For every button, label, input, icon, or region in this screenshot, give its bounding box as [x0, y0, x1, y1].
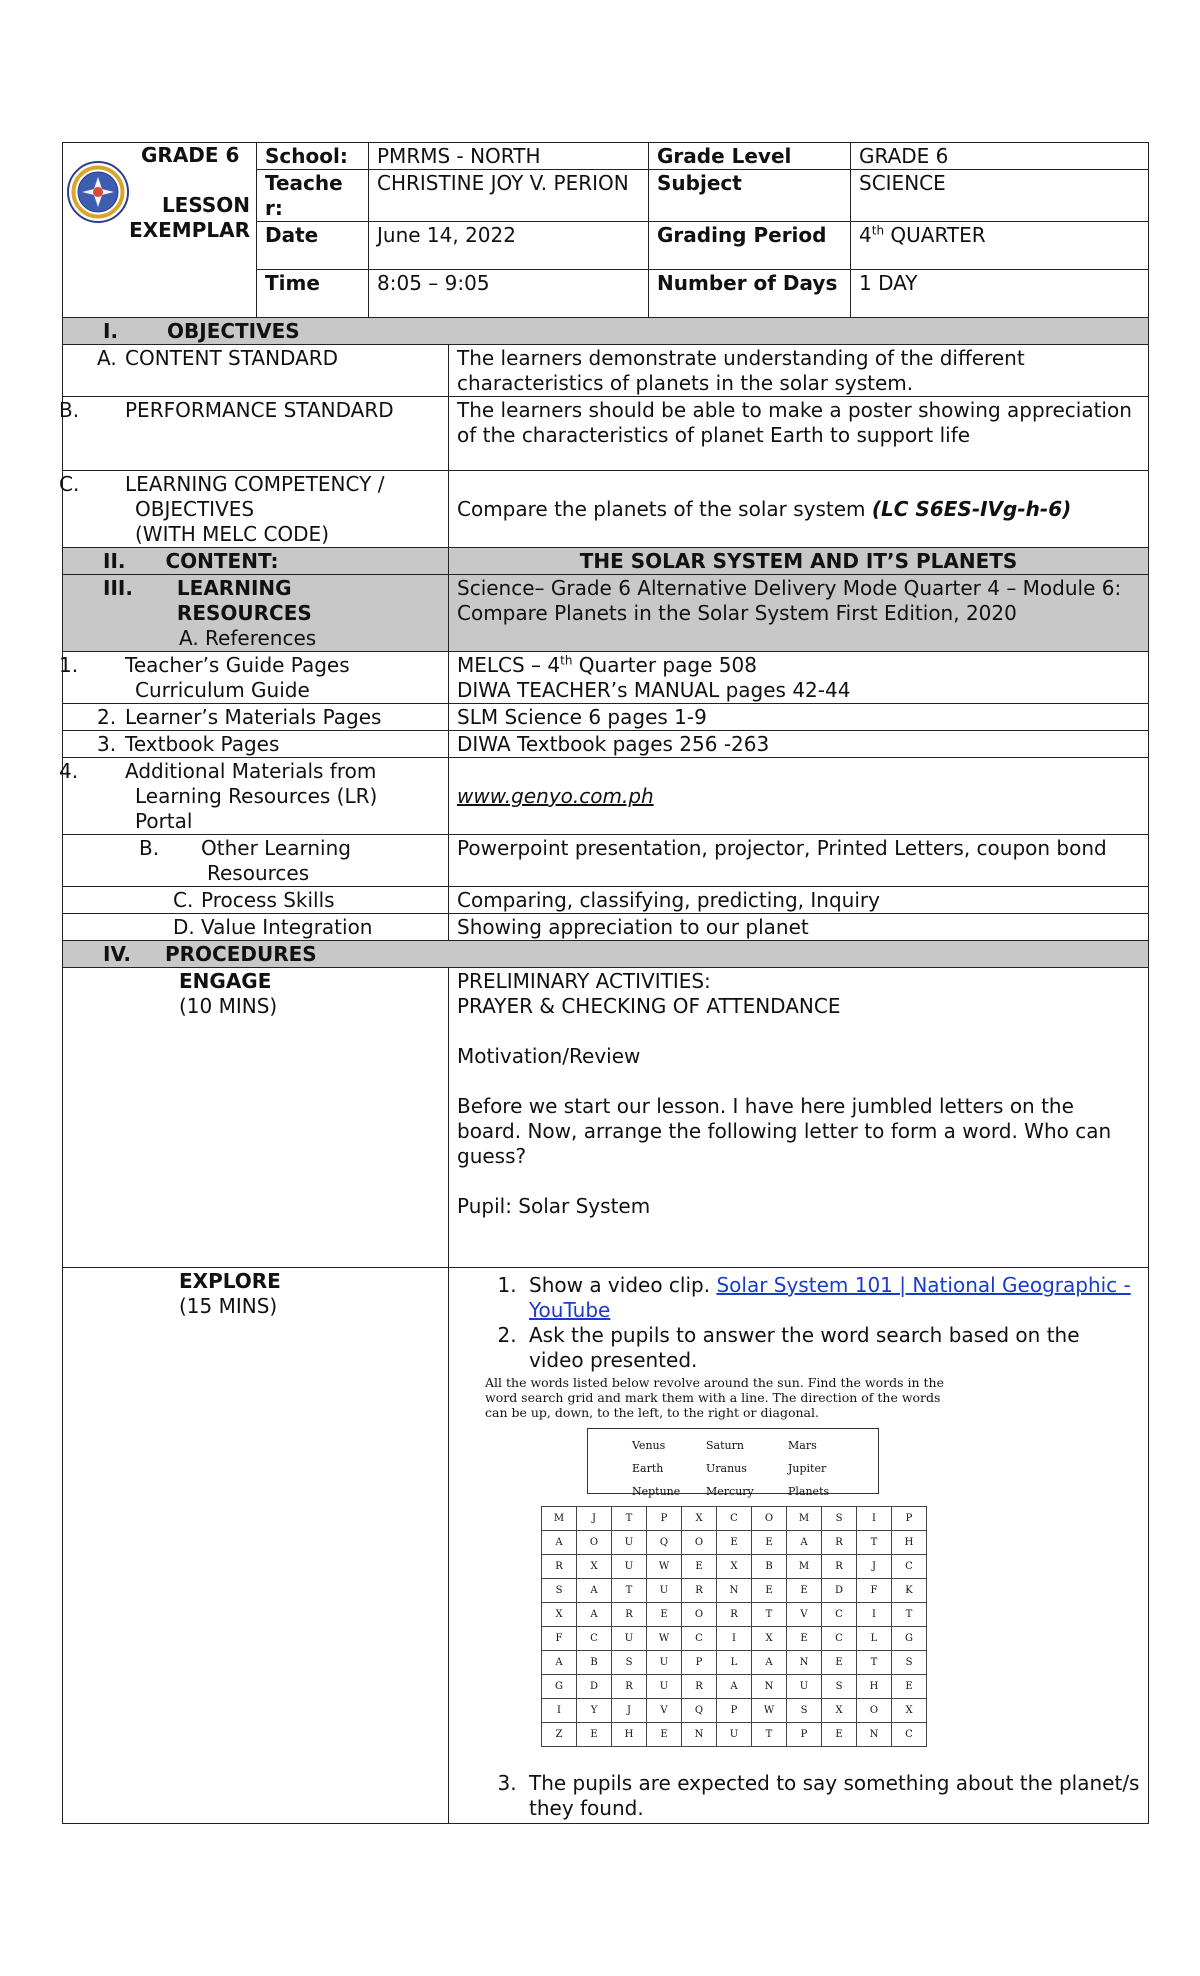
word-search-cell[interactable]: L: [857, 1627, 892, 1651]
video-link[interactable]: Solar System 101 | National Geographic - YouTube: [529, 1273, 1131, 1322]
word-search-cell[interactable]: W: [752, 1699, 787, 1723]
word-search-cell[interactable]: E: [752, 1579, 787, 1603]
word-search-cell[interactable]: X: [717, 1555, 752, 1579]
additional-materials-title: 4. Additional Materials from Learning Resources (LR) Portal: [63, 758, 449, 835]
word-search-cell[interactable]: R: [822, 1555, 857, 1579]
word-search-cell[interactable]: E: [822, 1651, 857, 1675]
word-search-cell[interactable]: G: [542, 1675, 577, 1699]
procedures-title: PROCEDURES: [164, 942, 317, 966]
word-search-cell[interactable]: V: [647, 1699, 682, 1723]
word-search-cell[interactable]: J: [612, 1699, 647, 1723]
word-search-cell[interactable]: E: [822, 1723, 857, 1747]
time-value: 8:05 – 9:05: [369, 270, 649, 318]
word-search-cell[interactable]: R: [682, 1579, 717, 1603]
date-value: June 14, 2022: [369, 222, 649, 270]
word-search-cell[interactable]: M: [787, 1555, 822, 1579]
word-search-cell[interactable]: E: [717, 1531, 752, 1555]
word-search-cell[interactable]: N: [857, 1723, 892, 1747]
word-search-cell[interactable]: O: [682, 1603, 717, 1627]
school-value: PMRMS - NORTH: [369, 143, 649, 170]
explore-title-cell: [63, 1268, 449, 1824]
word-search-cell[interactable]: E: [892, 1675, 927, 1699]
word-search-cell[interactable]: Z: [542, 1723, 577, 1747]
title-grade: GRADE 6: [141, 143, 240, 167]
subject-label: Subject: [657, 171, 742, 195]
word-search-cell[interactable]: S: [612, 1651, 647, 1675]
word-search-cell[interactable]: C: [682, 1627, 717, 1651]
word-search-instructions: All the words listed below revolve around the sun. Find the words in the word search grid and mark them with a line. The direction of the words can be up, down, to the left, to the right or diagonal.: [485, 1375, 944, 1420]
explore-steps: [457, 1273, 1140, 1373]
content-standard-title: A. CONTENT STANDARD: [63, 345, 449, 397]
word-search-row: [542, 1651, 927, 1675]
references-title: References: [205, 626, 317, 650]
word-search-cell[interactable]: O: [577, 1531, 612, 1555]
word-search-cell[interactable]: C: [822, 1603, 857, 1627]
word-search-cell[interactable]: O: [752, 1507, 787, 1531]
word-search-cell[interactable]: E: [682, 1555, 717, 1579]
content-standard-text: The learners demonstrate understanding of the different characteristics of planets in the solar system.: [449, 345, 1149, 397]
word-search-cell[interactable]: H: [892, 1531, 927, 1555]
word-search-cell[interactable]: D: [822, 1579, 857, 1603]
textbook-pages-value: DIWA Textbook pages 256 -263: [449, 731, 1149, 758]
word-search-cell[interactable]: P: [682, 1651, 717, 1675]
word-search-cell[interactable]: W: [647, 1555, 682, 1579]
word-search-cell[interactable]: S: [822, 1507, 857, 1531]
word-search-row: [542, 1579, 927, 1603]
school-label: School:: [265, 144, 348, 168]
genyo-link[interactable]: www.genyo.com.ph: [457, 784, 654, 808]
word-search-row: [542, 1507, 927, 1531]
word-search-cell[interactable]: C: [822, 1627, 857, 1651]
word-search-cell[interactable]: B: [577, 1651, 612, 1675]
word-search-cell[interactable]: P: [647, 1507, 682, 1531]
grading-period-label: Grading Period: [657, 223, 827, 247]
word-search-cell[interactable]: D: [577, 1675, 612, 1699]
word-search-cell[interactable]: R: [822, 1531, 857, 1555]
word-search-cell[interactable]: A: [577, 1579, 612, 1603]
explore-content: [449, 1268, 1149, 1824]
teachers-guide-value: MELCS – 4th Quarter page 508 DIWA TEACHER’s MANUAL pages 42-44: [449, 652, 1149, 704]
days-label: Number of Days: [657, 271, 838, 295]
other-resources-value: Powerpoint presentation, projector, Printed Letters, coupon bond: [449, 835, 1149, 887]
word-search-cell[interactable]: U: [647, 1579, 682, 1603]
word-search-cell[interactable]: J: [857, 1555, 892, 1579]
explore-title: EXPLORE: [179, 1269, 281, 1293]
learning-resources-title: III. LEARNING RESOURCES A. References: [63, 575, 449, 652]
engage-title-cell: [63, 968, 449, 1268]
objectives-title: OBJECTIVES: [167, 319, 300, 343]
word-search-cell[interactable]: X: [892, 1699, 927, 1723]
word-search-cell[interactable]: Y: [577, 1699, 612, 1723]
grade-level-label: Grade Level: [657, 144, 792, 168]
word-search-cell[interactable]: R: [612, 1675, 647, 1699]
word-search-cell[interactable]: L: [717, 1651, 752, 1675]
word-search-cell[interactable]: N: [682, 1723, 717, 1747]
explore-time: (15 MINS): [179, 1294, 278, 1318]
word-search-cell[interactable]: Q: [682, 1699, 717, 1723]
word-search-row: [542, 1699, 927, 1723]
word-search-cell[interactable]: E: [787, 1627, 822, 1651]
word-search-cell[interactable]: G: [892, 1627, 927, 1651]
word-search-cell[interactable]: U: [612, 1531, 647, 1555]
word-search-row: [542, 1555, 927, 1579]
word-search-row: [542, 1723, 927, 1747]
word-search-cell[interactable]: I: [857, 1603, 892, 1627]
word-search-cell[interactable]: T: [612, 1507, 647, 1531]
word-search-cell[interactable]: H: [612, 1723, 647, 1747]
engage-content: PRELIMINARY ACTIVITIES: PRAYER & CHECKING OF ATTENDANCE Motivation/Review Before we start our lesson. I have here jumbled letters on the board. Now, arrange the following letter to form a word. Who can guess? Pupil: Solar System: [449, 968, 1149, 1268]
learning-competency-text: Compare the planets of the solar system (LC S6ES-IVg-h-6): [449, 471, 1149, 548]
word-search-cell[interactable]: R: [612, 1603, 647, 1627]
teacher-label: Teacher:: [265, 171, 343, 220]
other-resources-title: B. Other Learning Resources: [63, 835, 449, 887]
teachers-guide-title: 1. Teacher’s Guide Pages Curriculum Guide: [63, 652, 449, 704]
word-search-row: [542, 1675, 927, 1699]
process-skills-value: Comparing, classifying, predicting, Inquiry: [449, 887, 1149, 914]
word-search-cell[interactable]: T: [857, 1651, 892, 1675]
lesson-table: [59, 142, 1149, 1824]
objectives-heading-row: I. OBJECTIVES: [63, 318, 1149, 345]
word-search-cell[interactable]: I: [857, 1507, 892, 1531]
word-search-cell[interactable]: B: [752, 1555, 787, 1579]
word-search-cell[interactable]: X: [577, 1555, 612, 1579]
word-search-cell[interactable]: E: [577, 1723, 612, 1747]
word-search-row: [542, 1603, 927, 1627]
word-search-cell[interactable]: C: [892, 1555, 927, 1579]
word-search-cell[interactable]: P: [787, 1723, 822, 1747]
word-search-cell[interactable]: U: [647, 1651, 682, 1675]
engage-time: (10 MINS): [179, 994, 278, 1018]
days-value: 1 DAY: [851, 270, 1149, 318]
performance-standard-title: B. PERFORMANCE STANDARD: [63, 397, 449, 471]
word-search-cell[interactable]: M: [542, 1507, 577, 1531]
word-search-cell[interactable]: R: [717, 1603, 752, 1627]
title-lesson-exemplar: [129, 193, 250, 243]
word-search-cell[interactable]: U: [717, 1723, 752, 1747]
word-search-cell[interactable]: U: [612, 1555, 647, 1579]
word-search-cell[interactable]: C: [717, 1507, 752, 1531]
word-search-cell[interactable]: O: [857, 1699, 892, 1723]
word-search-cell[interactable]: P: [717, 1699, 752, 1723]
word-search-cell[interactable]: O: [682, 1531, 717, 1555]
word-search-cell[interactable]: J: [577, 1507, 612, 1531]
explore-step-2: 2. Ask the pupils to answer the word search based on the video presented.: [523, 1323, 1140, 1373]
word-search-cell[interactable]: X: [822, 1699, 857, 1723]
engage-title: ENGAGE: [179, 969, 272, 993]
word-search-cell[interactable]: P: [892, 1507, 927, 1531]
word-search-cell[interactable]: I: [542, 1699, 577, 1723]
content-row: II. CONTENT: THE SOLAR SYSTEM AND IT’S PLANETS: [63, 548, 1149, 575]
date-label: Date: [265, 223, 319, 247]
word-search-cell[interactable]: K: [892, 1579, 927, 1603]
word-search-cell[interactable]: R: [682, 1675, 717, 1699]
word-search-cell[interactable]: E: [787, 1579, 822, 1603]
learners-materials-value: SLM Science 6 pages 1-9: [449, 704, 1149, 731]
word-search-cell[interactable]: N: [717, 1579, 752, 1603]
word-search-grid: [541, 1506, 927, 1747]
content-title: CONTENT:: [165, 549, 279, 573]
title-block: [63, 143, 257, 318]
word-search-cell[interactable]: N: [752, 1675, 787, 1699]
word-search-cell[interactable]: H: [857, 1675, 892, 1699]
word-search-cell[interactable]: T: [752, 1723, 787, 1747]
deped-seal-icon: [67, 161, 129, 223]
word-search-cell[interactable]: I: [717, 1627, 752, 1651]
word-list-box: Venus Saturn Mars Earth Uranus Jupiter Neptune Mercury Planets: [587, 1428, 879, 1494]
subject-value: SCIENCE: [851, 170, 1149, 222]
word-search-cell[interactable]: A: [542, 1651, 577, 1675]
word-search-cell[interactable]: S: [787, 1699, 822, 1723]
word-search-cell[interactable]: U: [647, 1675, 682, 1699]
word-search-cell[interactable]: T: [857, 1531, 892, 1555]
grading-period-value: 4th QUARTER: [851, 222, 1149, 270]
word-search-cell[interactable]: A: [787, 1531, 822, 1555]
explore-step-1: 1. Show a video clip. Solar System 101 | National Geographic - YouTube: [523, 1273, 1140, 1323]
word-search-cell[interactable]: F: [542, 1627, 577, 1651]
lesson-exemplar-sheet: [59, 142, 1148, 1824]
value-integration-value: Showing appreciation to our planet: [449, 914, 1149, 941]
explore-step-3: 3. The pupils are expected to say something about the planet/s they found.: [523, 1771, 1140, 1821]
word-search-cell[interactable]: E: [752, 1531, 787, 1555]
word-search-cell[interactable]: S: [822, 1675, 857, 1699]
word-search-cell[interactable]: F: [857, 1579, 892, 1603]
teacher-value: CHRISTINE JOY V. PERION: [369, 170, 649, 222]
melc-code: (LC S6ES-IVg-h-6): [871, 497, 1072, 521]
word-search-row: [542, 1531, 927, 1555]
word-search-cell[interactable]: R: [542, 1555, 577, 1579]
word-search-cell[interactable]: X: [682, 1507, 717, 1531]
word-search-cell[interactable]: T: [752, 1603, 787, 1627]
explore-steps-continued: [457, 1771, 1140, 1821]
word-search-cell[interactable]: S: [542, 1579, 577, 1603]
word-search-cell[interactable]: A: [542, 1531, 577, 1555]
time-label: Time: [265, 271, 320, 295]
performance-standard-text: The learners should be able to make a poster showing appreciation of the characteristics of planet Earth to support life: [449, 397, 1149, 471]
word-search-cell[interactable]: X: [752, 1627, 787, 1651]
word-search-cell[interactable]: Q: [647, 1531, 682, 1555]
word-search-cell[interactable]: E: [647, 1723, 682, 1747]
value-integration-title: D. Value Integration: [63, 914, 449, 941]
word-search-cell[interactable]: S: [892, 1651, 927, 1675]
word-search-cell[interactable]: V: [787, 1603, 822, 1627]
word-search-cell[interactable]: U: [787, 1675, 822, 1699]
word-search-cell[interactable]: W: [647, 1627, 682, 1651]
learners-materials-title: 2. Learner’s Materials Pages: [63, 704, 449, 731]
textbook-pages-title: 3. Textbook Pages: [63, 731, 449, 758]
word-search-cell[interactable]: T: [892, 1603, 927, 1627]
word-search-cell[interactable]: A: [752, 1651, 787, 1675]
word-search-cell[interactable]: A: [577, 1603, 612, 1627]
word-search-row: [542, 1627, 927, 1651]
word-search-cell[interactable]: E: [647, 1603, 682, 1627]
word-search-cell[interactable]: X: [542, 1603, 577, 1627]
references-value: Science– Grade 6 Alternative Delivery Mode Quarter 4 – Module 6: Compare Planets in the Solar System First Edition, 2020: [449, 575, 1149, 652]
grade-level-value: GRADE 6: [851, 143, 1149, 170]
word-search-cell[interactable]: A: [717, 1675, 752, 1699]
title-lesson: LESSON: [161, 193, 250, 217]
procedures-heading-row: IV. PROCEDURES: [63, 941, 1149, 968]
learning-competency-title: C. LEARNING COMPETENCY / OBJECTIVES (WITH MELC CODE): [63, 471, 449, 548]
word-search-cell[interactable]: T: [612, 1579, 647, 1603]
process-skills-title: C. Process Skills: [63, 887, 449, 914]
word-search-cell[interactable]: C: [577, 1627, 612, 1651]
additional-materials-value: [449, 758, 1149, 835]
word-search-cell[interactable]: M: [787, 1507, 822, 1531]
word-search-cell[interactable]: U: [612, 1627, 647, 1651]
word-search-cell[interactable]: N: [787, 1651, 822, 1675]
content-value: THE SOLAR SYSTEM AND IT’S PLANETS: [579, 549, 1018, 573]
title-exemplar: EXEMPLAR: [129, 218, 250, 242]
word-search-cell[interactable]: C: [892, 1723, 927, 1747]
